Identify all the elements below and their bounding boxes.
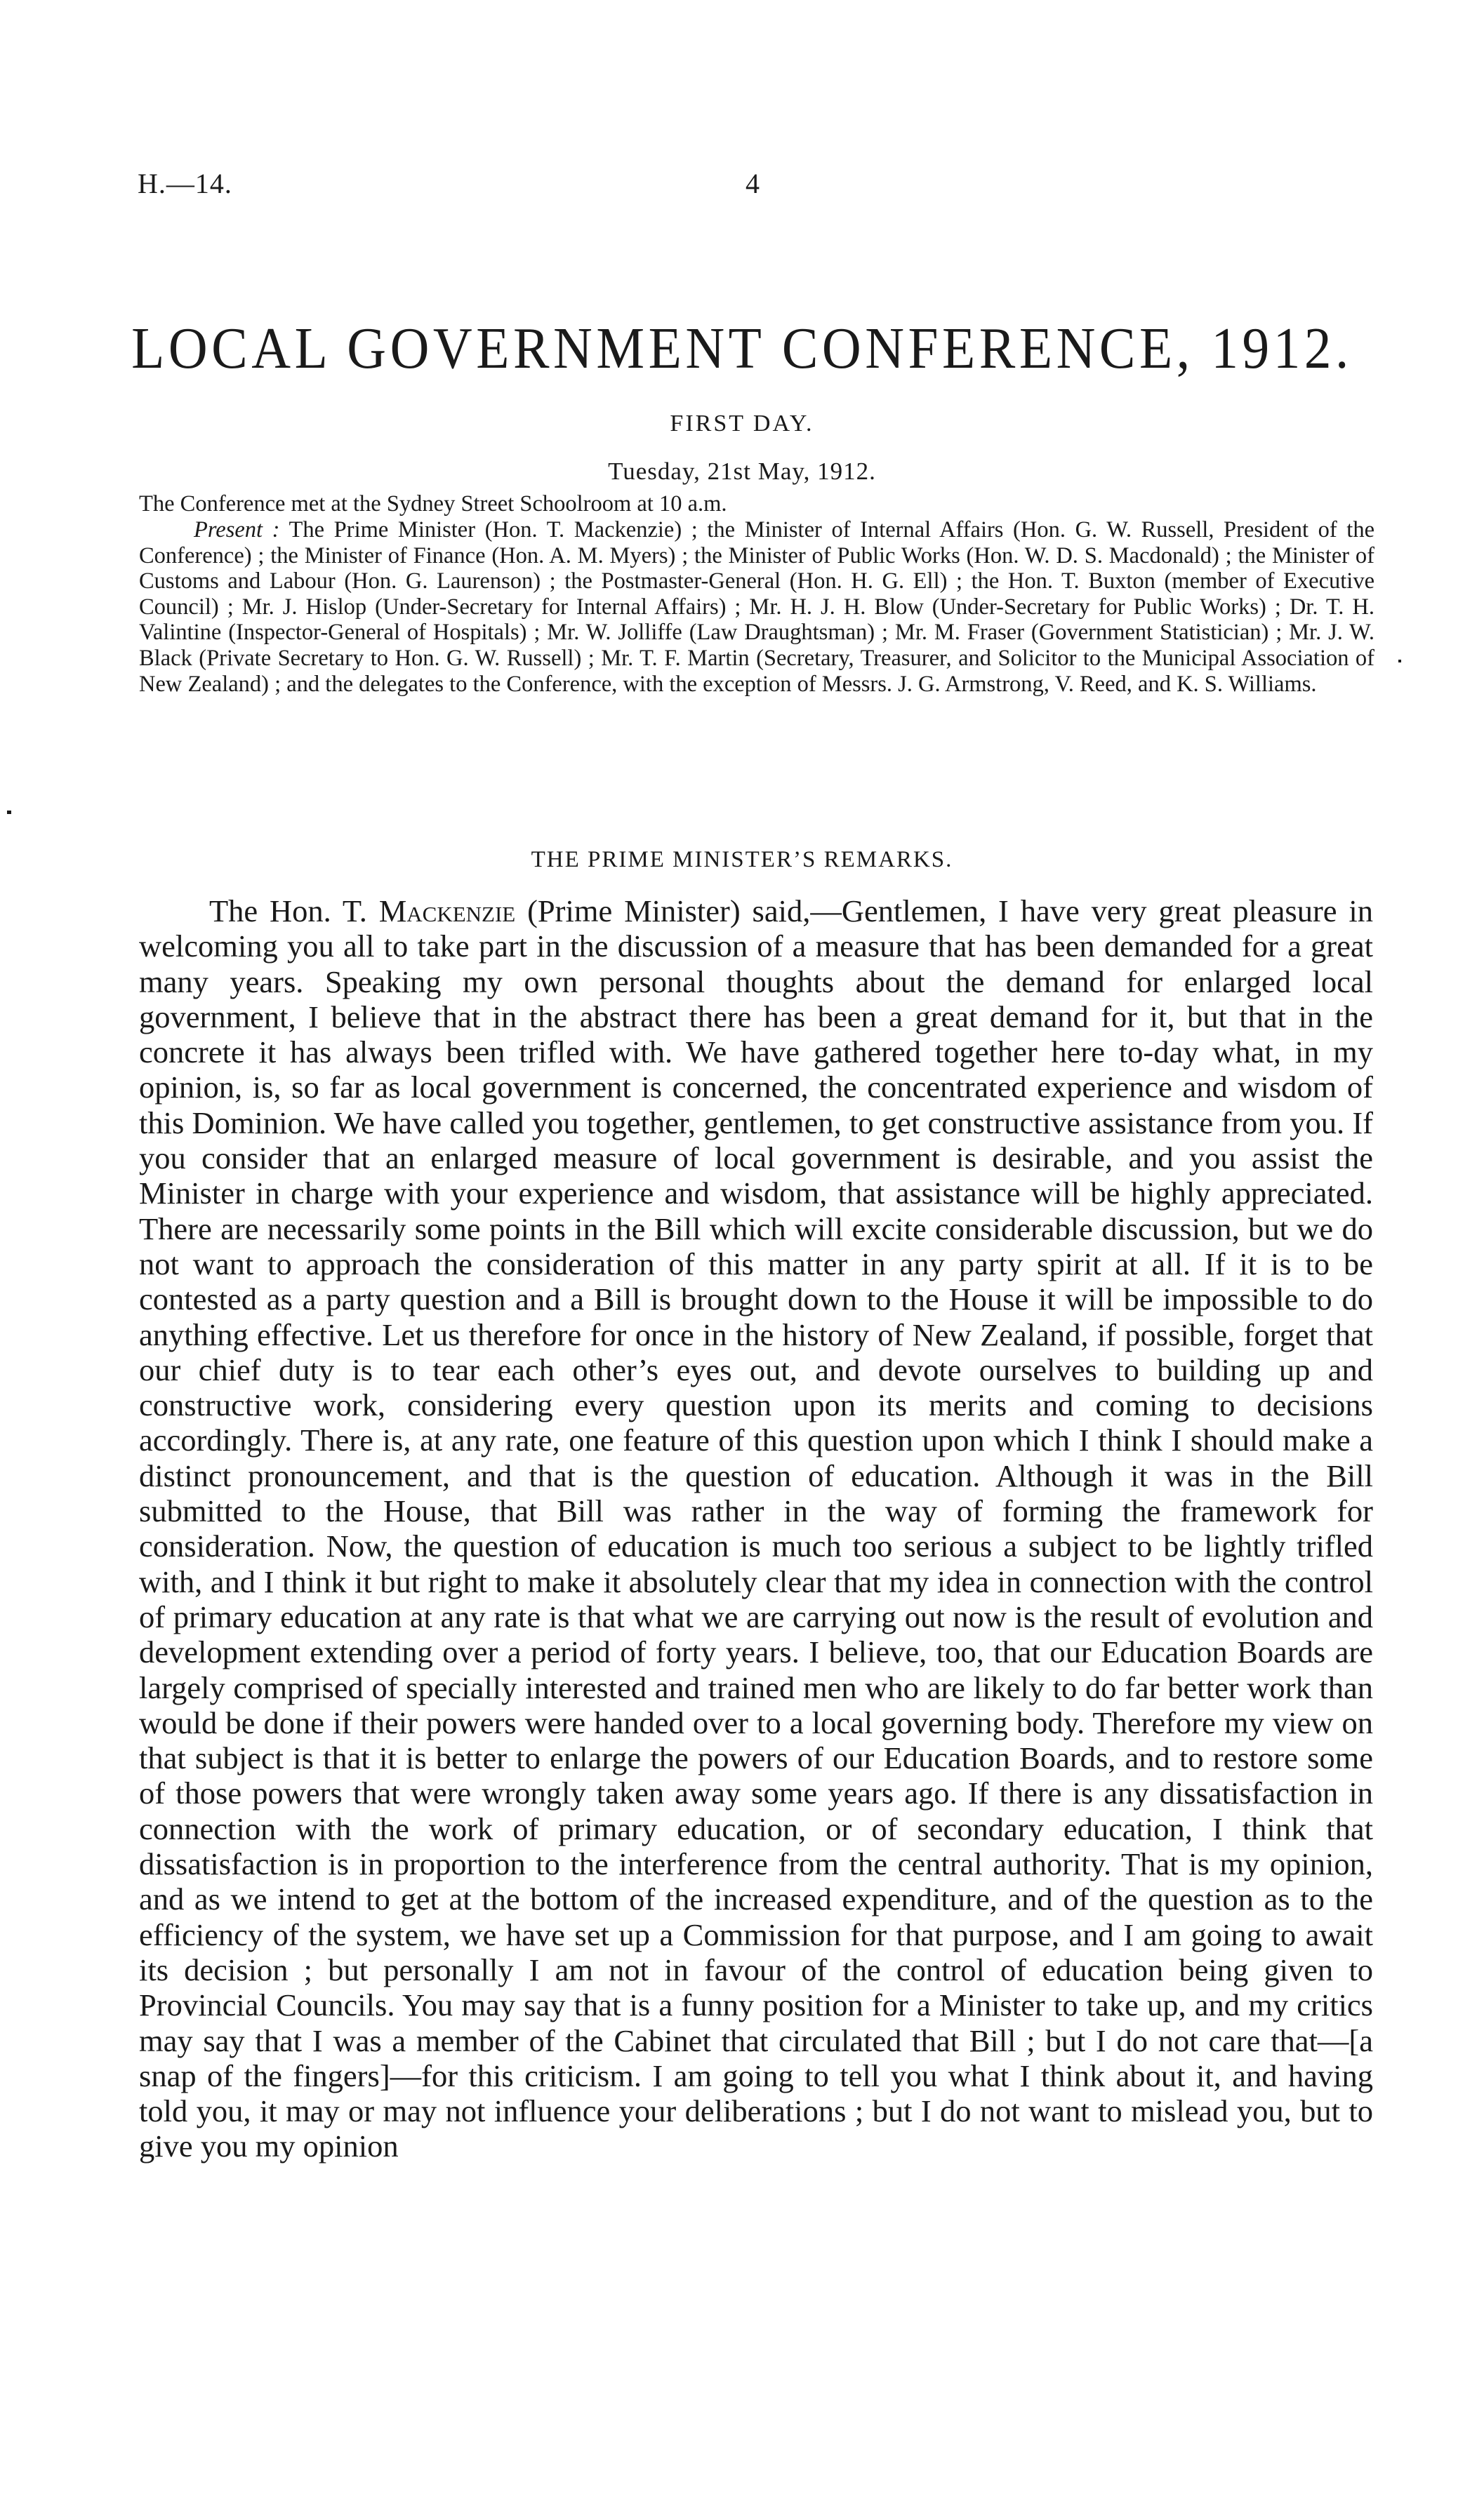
section-heading: THE PRIME MINISTER’S REMARKS. xyxy=(531,847,953,872)
speaker-name: Mackenzie xyxy=(378,893,516,928)
page-reference: H.—14. xyxy=(138,168,232,199)
meeting-location-line: The Conference met at the Sydney Street Schoolroom at 10 a.m. xyxy=(139,491,727,516)
day-heading: FIRST DAY. xyxy=(670,411,814,436)
present-label: Present : xyxy=(194,517,280,542)
speech-paragraph xyxy=(139,893,1373,2164)
attendees-paragraph xyxy=(139,517,1374,697)
document-title: LOCAL GOVERNMENT CONFERENCE, 1912. xyxy=(131,316,1353,381)
attendees-list: The Prime Minister (Hon. T. Mackenzie) ; the Minister of Internal Affairs (Hon. G. W. Russell, President of the Conference) ; the Minister of Finance (Hon. A. M. Myers) ; the Minister of Public Works (Hon. W. D. S. Macdonald) ; the Minister of Customs and Labour (Hon. G. Laurenson) ; the Postmaster-General (Hon. H. G. Ell) ; the Hon. T. Buxton (member of Executive Council) ; Mr. J. Hislop (Under-Secretary for Internal Affairs) ; Mr. H. J. H. Blow (Under-Secretary for Public Works) ; Dr. T. H. Valintine (Inspector-General of Hospitals) ; Mr. W. Jolliffe (Law Draughtsman) ; Mr. M. Fraser (Government Statistician) ; Mr. J. W. Black (Private Secretary to Hon. G. W. Russell) ; Mr. T. F. Martin (Secretary, Treasurer, and Solicitor to the Municipal Association of New Zealand) ; and the delegates to the Conference, with the exception of Messrs. J. G. Armstrong, V. Reed, and K. S. Williams. xyxy=(139,517,1374,697)
page-number: 4 xyxy=(746,168,760,199)
scan-mark-right xyxy=(1398,660,1401,662)
speech-text: (Prime Minister) said,—Gentlemen, I have very great pleasure in welcoming you all to take part in the discussion of a measure that has been demanded for a great many years. Speaking my own personal thoughts about the demand for enlarged local government, I believe that in the abstract there has been a great demand for it, but that in the concrete it has always been trifled with. We have gathered together here to-day what, in my opinion, is, so far as local government is concerned, the concentrated experience and wisdom of this Dominion. We have called you together, gentlemen, to get constructive assistance from you. If you consider that an enlarged measure of local government is desirable, and you assist the Minister in charge with your experience and wisdom, that assistance will be highly appreciated. There are necessarily some points in the Bill which will excite considerable discussion, but we do not want to approach the consideration of this matter in any party spirit at all. If it is to be contested as a party question and a Bill is brought down to the House it will be impossible to do anything effective. Let us therefore for once in the history of New Zealand, if possible, forget that our chief duty is to tear each other’s eyes out, and devote ourselves to building up and constructive work, considering every question upon its merits and coming to decisions accordingly. There is, at any rate, one feature of this question upon which I think I should make a distinct pronouncement, and that is the question of education. Although it was in the Bill submitted to the House, that Bill was rather in the way of forming the framework for consideration. Now, the question of education is much too serious a subject to be lightly trifled with, and I think it but right to make it absolutely clear that my idea in connection with the control of primary education at any rate is that what we are carrying out now is the result of evolution and development extending over a period of forty years. I believe, too, that our Education Boards are largely comprised of specially interested and trained men who are likely to do far better work than would be done if their powers were handed over to a local governing body. Therefore my view on that subject is that it is better to enlarge the powers of our Education Boards, and to restore some of those powers that were wrongly taken away some years ago. If there is any dissatisfaction in connection with the work of primary education, or of secondary education, I think that dissatisfaction is in proportion to the interference from the central authority. That is my opinion, and as we intend to get at the bottom of the increased expenditure, and of the question as to the efficiency of the system, we have set up a Commission for that purpose, and I am going to await its decision ; but personally I am not in favour of the control of education being given to Provincial Councils. You may say that is a funny position for a Minister to take up, and my critics may say that I was a member of the Cabinet that circulated that Bill ; but I do not care that—[a snap of the fingers]—for this criticism. I am going to tell you what I think about it, and having told you, it may or may not influence your deliberations ; but I do not want to mislead you, but to give you my opinion xyxy=(139,893,1373,2164)
scan-mark-left xyxy=(7,811,11,814)
date-line: Tuesday, 21st May, 1912. xyxy=(608,458,876,485)
speaker-prefix: The Hon. T. xyxy=(209,893,379,928)
